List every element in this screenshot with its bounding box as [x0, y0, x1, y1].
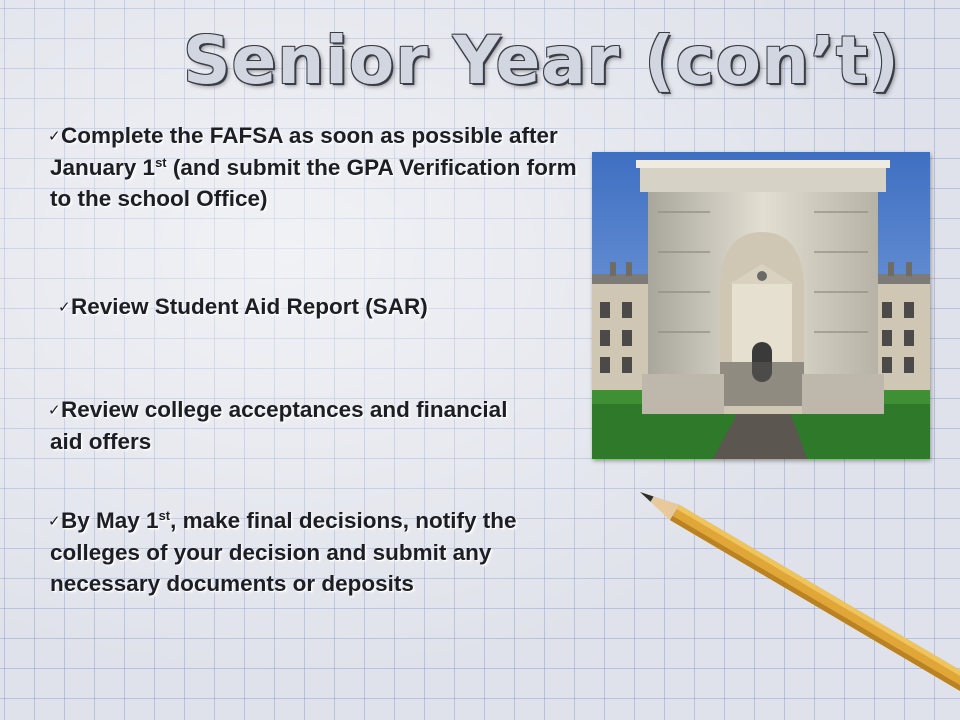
bullet-acceptances [50, 394, 510, 457]
checkmark-icon: ✓ [48, 512, 61, 530]
bullet-text: Review college acceptances and financial aid offers [50, 397, 508, 454]
bullet-superscript: st [158, 508, 171, 523]
bullet-text: Complete the FAFSA as soon as possible after January 1 [50, 123, 558, 180]
bullet-text: By May 1 [61, 508, 159, 533]
bullet-text-continued: (and submit the GPA Verification form to the school Office) [50, 155, 577, 211]
bullet-fafsa [50, 120, 590, 214]
bullet-text: Review Student Aid Report (SAR) [71, 294, 428, 319]
college-archway-photo [592, 152, 930, 459]
bullet-text-continued: , make final decisions, notify the colleges of your decision and submit any necessary documents or deposits [50, 508, 517, 596]
checkmark-icon: ✓ [48, 401, 61, 419]
checkmark-icon: ✓ [48, 127, 61, 145]
pencil-illustration [600, 480, 960, 720]
bullet-sar [60, 291, 600, 323]
checkmark-icon: ✓ [58, 298, 71, 316]
slide-title: Senior Year (con’t) [183, 22, 900, 99]
bullet-superscript: st [155, 155, 167, 170]
bullet-decisions [50, 505, 585, 599]
